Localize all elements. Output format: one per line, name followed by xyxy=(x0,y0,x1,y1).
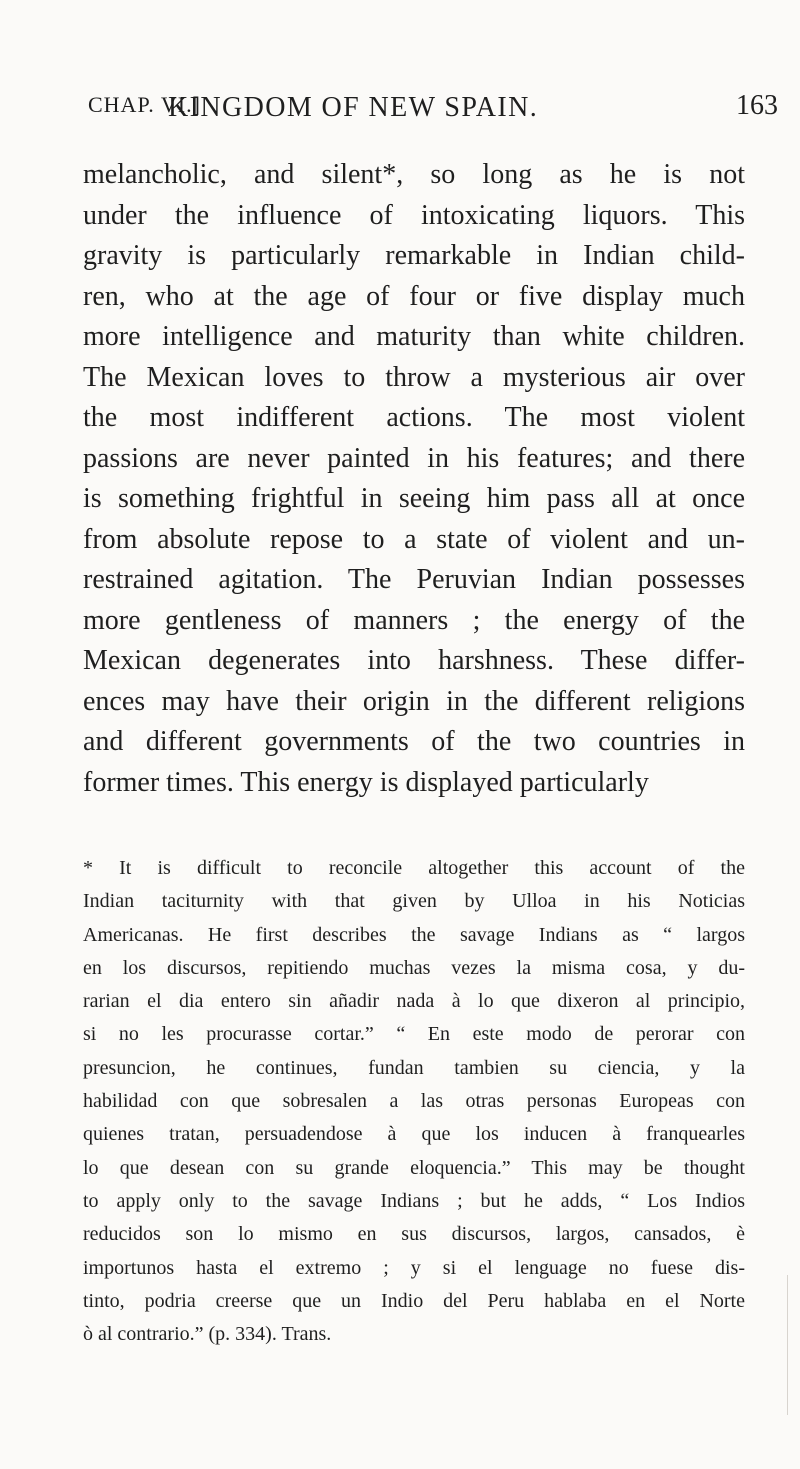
main-text-line: passions are never painted in his features; and there xyxy=(83,442,745,474)
main-text-line: more gentleness of manners ; the energy of the xyxy=(83,604,745,636)
main-text xyxy=(83,155,745,803)
page-number: 163 xyxy=(736,90,778,121)
running-header xyxy=(88,92,788,132)
main-text-line: more intelligence and maturity than white children. xyxy=(83,321,745,352)
footnote-line: tinto, podria creerse que un Indio del Peru hablaba en el Norte xyxy=(83,1289,745,1312)
footnote-line: importunos hasta el extremo ; y si el lenguage no fuese dis- xyxy=(83,1256,745,1279)
main-text-line: and different governments of the two countries in xyxy=(83,726,745,757)
footnote-line: Americanas. He first describes the savage Indians as “ largos xyxy=(83,923,745,946)
running-title: KINGDOM OF NEW SPAIN. xyxy=(168,92,539,123)
main-text-line: under the influence of intoxicating liquors. This xyxy=(83,199,745,231)
footnote-line: to apply only to the savage Indians ; but he adds, “ Los Indios xyxy=(83,1189,745,1212)
main-text-line: the most indifferent actions. The most violent xyxy=(83,402,745,433)
footnote-line: Indian taciturnity with that given by Ulloa in his Noticias xyxy=(83,890,745,913)
footnote-line: quienes tratan, persuadendose à que los inducen à franquearles xyxy=(83,1123,745,1146)
main-text-line: The Mexican loves to throw a mysterious air over xyxy=(83,361,745,393)
main-text-line: former times. This energy is displayed particularly xyxy=(83,766,649,798)
main-text-line: Mexican degenerates into harshness. These differ- xyxy=(83,645,745,676)
footnote xyxy=(83,852,745,1351)
scan-edge-mark xyxy=(787,1275,788,1415)
main-text-line: is something frightful in seeing him pass all at once xyxy=(83,483,745,514)
chapter-label: CHAP. VI.] xyxy=(88,92,201,117)
main-text-line: ences may have their origin in the different religions xyxy=(83,685,745,717)
footnote-line: ò al contrario.” (p. 334). Trans. xyxy=(83,1323,332,1346)
footnote-line: si no les procurasse cortar.” “ En este modo de perorar con xyxy=(83,1023,745,1046)
footnote-line: * It is difficult to reconcile altogether this account of the xyxy=(83,857,745,879)
main-text-line: from absolute repose to a state of violent and un- xyxy=(83,523,745,555)
footnote-line: en los discursos, repitiendo muchas vezes la misma cosa, y du- xyxy=(83,956,745,979)
footnote-line: reducidos son lo mismo en sus discursos, largos, cansados, è xyxy=(83,1223,745,1246)
footnote-line: lo que desean con su grande eloquencia.” This may be thought xyxy=(83,1156,745,1179)
footnote-line: habilidad con que sobresalen a las otras personas Europeas con xyxy=(83,1090,745,1113)
main-text-line: restrained agitation. The Peruvian Indian possesses xyxy=(83,564,745,595)
footnote-line: rarian el dia entero sin añadir nada à lo que dixeron al principio, xyxy=(83,990,745,1013)
footnote-line: presuncion, he continues, fundan tambien su ciencia, y la xyxy=(83,1056,745,1079)
main-text-line: melancholic, and silent*, so long as he is not xyxy=(83,159,745,190)
main-text-line: ren, who at the age of four or five display much xyxy=(83,280,745,312)
main-text-line: gravity is particularly remarkable in Indian child- xyxy=(83,240,745,271)
